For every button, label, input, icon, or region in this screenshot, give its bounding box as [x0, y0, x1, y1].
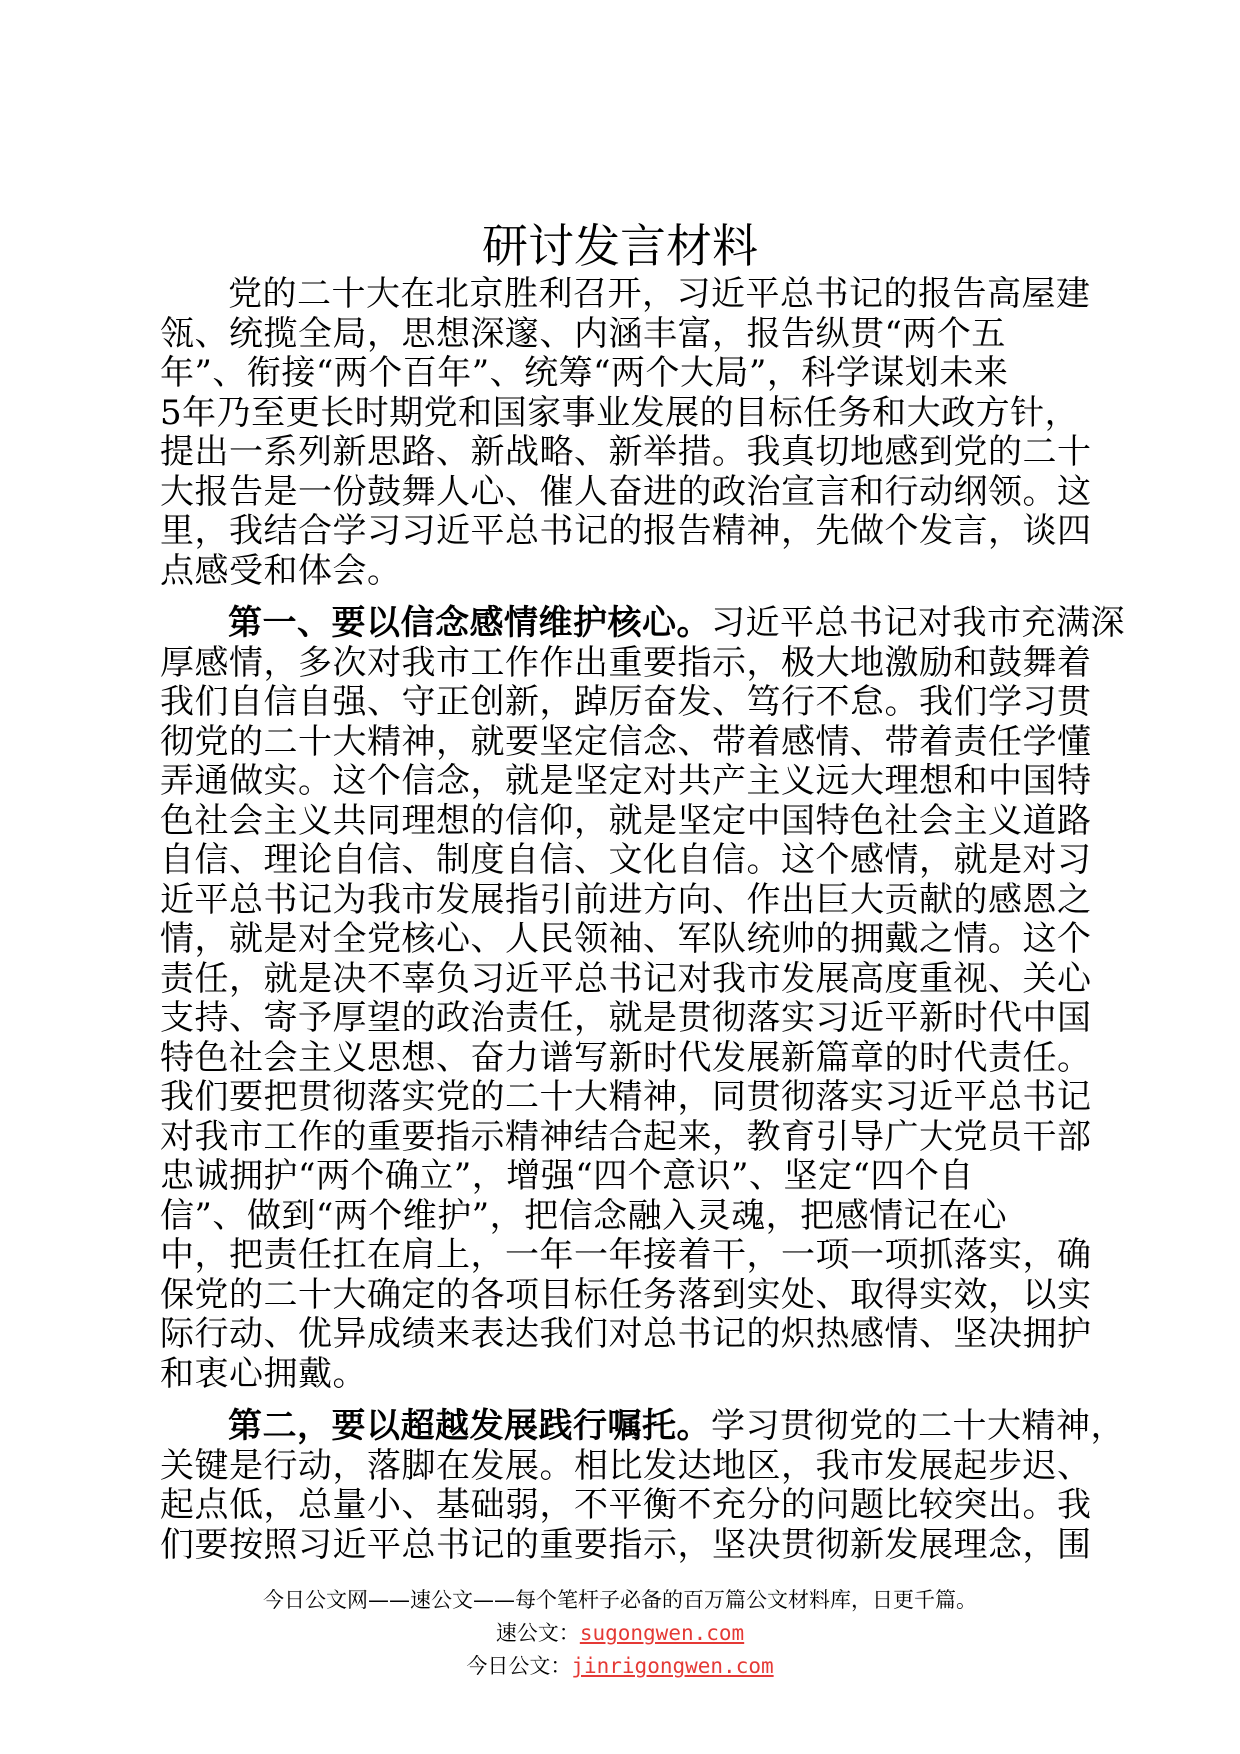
- paragraph-second-point: [160, 1406, 1125, 1565]
- sugongwen-link[interactable]: sugongwen.com: [579, 1621, 745, 1645]
- text-line: 信”、做到“两个维护”，把信念融入灵魂，把感情记在心: [160, 1195, 1008, 1236]
- footer-label: 今日公文：: [466, 1654, 572, 1678]
- section-heading: 第一、要以信念感情维护核心。: [228, 603, 711, 643]
- text-line-body: 习近平总书记对我市充满深: [711, 603, 1125, 643]
- footer-jinrigongwen: [0, 1650, 1240, 1683]
- text-line: 里，我结合学习习近平总书记的报告精神，先做个发言，谈四: [160, 511, 1092, 551]
- text-line: 党的二十大在北京胜利召开，习近平总书记的报告高屋建: [228, 274, 1091, 314]
- text-line: 点感受和体会。: [160, 550, 402, 591]
- text-line: 中，把责任扛在肩上，一年一年接着干，一项一项抓落实，确: [160, 1235, 1092, 1275]
- text-line-body: 学习贯彻党的二十大精神，: [711, 1406, 1125, 1446]
- text-line: 保党的二十大确定的各项目标任务落到实处、取得实效，以实: [160, 1274, 1092, 1315]
- jinrigongwen-link[interactable]: jinrigongwen.com: [571, 1654, 774, 1678]
- text-line: 支持、寄予厚望的政治责任，就是贯彻落实习近平新时代中国: [160, 998, 1092, 1038]
- text-line: 我们要把贯彻落实党的二十大精神，同贯彻落实习近平总书记: [160, 1077, 1092, 1117]
- text-line: 弄通做实。这个信念，就是坚定对共产主义远大理想和中国特: [160, 761, 1092, 801]
- text-line: 近平总书记为我市发展指引前进方向、作出巨大贡献的感恩之: [160, 879, 1092, 920]
- text-line: 提出一系列新思路、新战略、新举措。我真切地感到党的二十: [160, 432, 1092, 472]
- text-line: 忠诚拥护“两个确立”，增强“四个意识”、坚定“四个自: [160, 1156, 974, 1196]
- text-line: 瓴、统揽全局，思想深邃、内涵丰富，报告纵贯“两个五: [160, 313, 1006, 354]
- paragraph-first-point: [160, 603, 1125, 1394]
- paragraph-intro: [160, 274, 1092, 591]
- text-line: 我们自信自强、守正创新，踔厉奋发、笃行不怠。我们学习贯: [160, 682, 1092, 722]
- text-line: 关键是行动，落脚在发展。相比发达地区，我市发展起步迟、: [160, 1445, 1092, 1486]
- text-line: 彻党的二十大精神，就要坚定信念、带着感情、带着责任学懂: [160, 721, 1092, 762]
- text-line: [160, 1406, 1125, 1447]
- document-body: [160, 274, 1125, 1565]
- footer-label: 速公文：: [495, 1621, 580, 1645]
- text-line: 5年乃至更长时期党和国家事业发展的目标任务和大政方针，: [160, 392, 1080, 433]
- text-line: 起点低，总量小、基础弱，不平衡不充分的问题比较突出。我: [160, 1485, 1092, 1525]
- text-line: 对我市工作的重要指示精神结合起来，教育引导广大党员干部: [160, 1116, 1092, 1157]
- footer-sugongwen: [0, 1617, 1240, 1650]
- footer-slogan: 今日公文网——速公文——每个笔杆子必备的百万篇公文材料库，日更千篇。: [263, 1588, 977, 1612]
- text-line: 厚感情，多次对我市工作作出重要指示，极大地激励和鼓舞着: [160, 642, 1092, 683]
- text-line: 特色社会主义思想、奋力谱写新时代发展新篇章的时代责任。: [160, 1037, 1092, 1078]
- text-line: 责任，就是决不辜负习近平总书记对我市发展高度重视、关心: [160, 958, 1092, 999]
- text-line: 和衷心拥戴。: [160, 1353, 367, 1394]
- footer: [0, 1584, 1240, 1683]
- text-line: 们要按照习近平总书记的重要指示，坚决贯彻新发展理念，围: [160, 1524, 1092, 1565]
- text-line: 自信、理论自信、制度自信、文化自信。这个感情，就是对习: [160, 840, 1092, 880]
- text-line: 际行动、优异成绩来表达我们对总书记的炽热感情、坚决拥护: [160, 1314, 1092, 1354]
- text-line: 年”、衔接“两个百年”、统筹“两个大局”，科学谋划未来: [160, 353, 1009, 393]
- text-line: 大报告是一份鼓舞人心、催人奋进的政治宣言和行动纲领。这: [160, 471, 1092, 512]
- page-title: 研讨发言材料: [482, 219, 758, 273]
- text-line: 色社会主义共同理想的信仰，就是坚定中国特色社会主义道路: [160, 800, 1092, 841]
- text-line: [160, 603, 1125, 644]
- text-line: 情，就是对全党核心、人民领袖、军队统帅的拥戴之情。这个: [160, 919, 1092, 959]
- section-heading: 第二，要以超越发展践行嘱托。: [228, 1406, 711, 1446]
